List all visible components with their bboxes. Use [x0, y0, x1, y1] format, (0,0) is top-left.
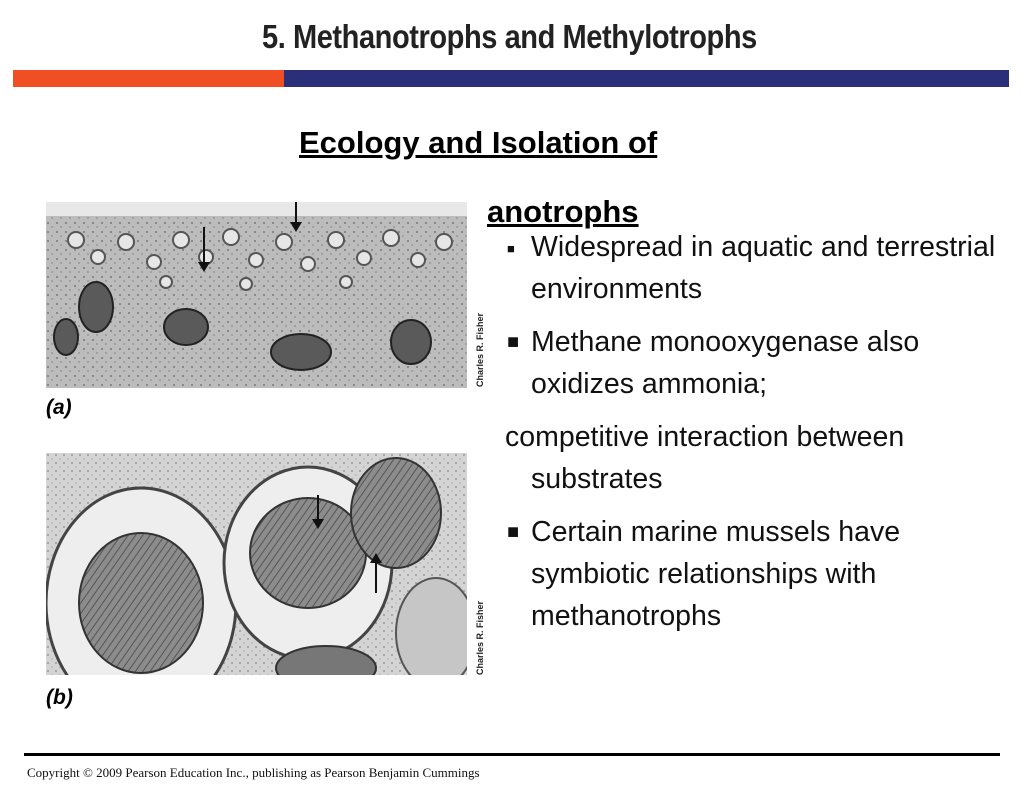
square-bullet-icon: ■: [507, 331, 520, 353]
bullet-text: Widespread in aquatic and terrestrial environments: [531, 231, 996, 305]
micrograph-b: [46, 453, 467, 675]
micrograph-a: [46, 202, 467, 388]
copyright-notice: Copyright © 2009 Pearson Education Inc., publishing as Pearson Benjamin Cummings: [27, 765, 480, 780]
bullet-list: [505, 226, 1015, 648]
photo-credit-b: Charles R. Fisher: [475, 600, 485, 675]
footer-divider: [24, 753, 1000, 756]
title-accent-bar-navy: [284, 70, 1009, 87]
bullet-text: Certain marine mussels have symbiotic relationships with methanotrophs: [531, 516, 901, 632]
title-accent-bar-orange: [13, 70, 284, 87]
photo-credit-a: Charles R. Fisher: [475, 312, 485, 387]
bullet-item: [505, 226, 1015, 310]
square-bullet-icon: ■: [507, 241, 515, 256]
section-heading-line1: Ecology and Isolation of: [299, 125, 658, 160]
figure-label-b: (b): [46, 686, 73, 709]
bullet-item: [505, 321, 1015, 405]
slide-title: 5. Methanotrophs and Methylotrophs: [262, 18, 757, 55]
figure-label-a: (a): [46, 396, 72, 419]
bullet-item: [505, 511, 1015, 637]
bullet-text: competitive interaction between substrates: [505, 421, 905, 495]
square-bullet-icon: ■: [507, 521, 520, 543]
bullet-item: [505, 416, 1015, 500]
bullet-text: Methane monooxygenase also oxidizes ammonia;: [531, 326, 920, 400]
section-heading-line2: anotrophs: [487, 194, 639, 229]
